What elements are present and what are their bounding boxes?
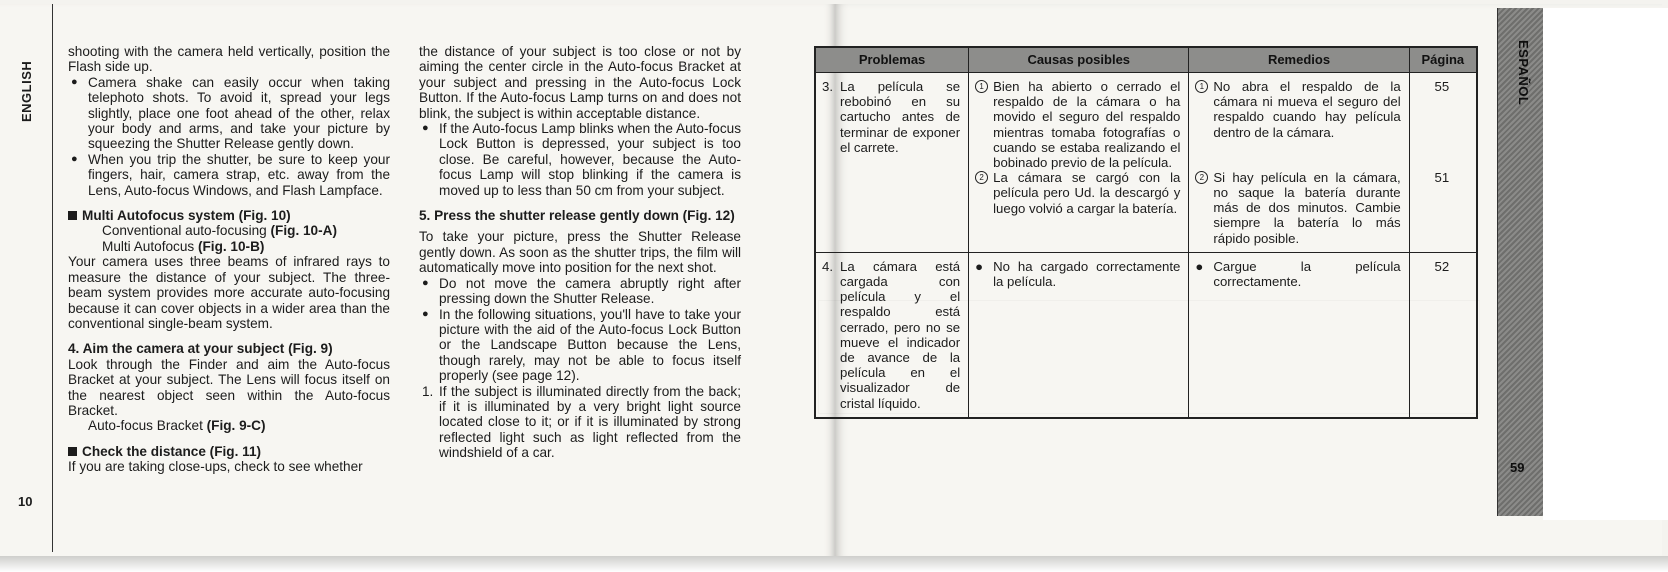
multi-sub-1: Conventional auto-focusing (Fig. 10-A) xyxy=(102,223,337,239)
remedies-cell: 1 No abra el respaldo de la cámara ni mueva el seguro del respaldo cuando hay película dentro de la cámara. 2 Si hay película en la cámara, no saque la batería durante más de dos minutos. Cambie siempre la batería lo más rápido posible. xyxy=(1189,73,1409,253)
header-pagina: Página xyxy=(1409,47,1477,73)
remedies-cell: ● Cargue la película correctamente. xyxy=(1189,252,1409,418)
table-row xyxy=(815,73,1477,253)
col1-bullet-1: ● Camera shake can easily occur when taking telephoto shots. To avoid it, spread your legs slightly, place one foot ahead of the other, relax your body and arms, and take your picture by squeezing the Shutter Release gently down. xyxy=(68,75,390,152)
left-language-label: ENGLISH xyxy=(19,60,34,122)
causes-cell: 1 Bien ha abierto o cerrado el respaldo de la cámara o ha movido el seguro del respaldo mientras tomaba fotografías o cuando se estaba realizando el bobinado previo de la película. 2 La cámara se cargó con la película pero Ud. la descargó y luego volvió a cargar la batería. xyxy=(969,73,1189,253)
circled-number-icon: 2 xyxy=(975,171,988,184)
circled-number-icon: 2 xyxy=(1195,171,1208,184)
background-edge xyxy=(1543,8,1668,520)
circled-number-icon: 1 xyxy=(975,80,988,93)
header-remedios: Remedios xyxy=(1189,47,1409,73)
check-distance-heading: Check the distance (Fig. 11) xyxy=(68,444,390,459)
aim-body: Look through the Finder and aim the Auto-focus Bracket at your subject. The Lens will focus itself on the nearest object seen within the Auto-focus Bracket. xyxy=(68,356,390,418)
header-problemas: Problemas xyxy=(815,47,969,73)
problem-cell: 4. La cámara está cargada con película y el respaldo está cerrado, pero no se mueve el indicador de avance de la película en el visualizador de cristal líquido. xyxy=(815,252,969,418)
col1-intro: shooting with the camera held vertically, position the Flash side up. xyxy=(68,44,390,75)
col2-intro: the distance of your subject is too close or not by aiming the center circle in the Auto-focus Bracket at your subject and pressing in the Auto-focus Lock Button. If the Auto-focus Lamp turns on and does not blink, the subject is within acceptable distance. xyxy=(419,44,741,121)
col1-bullet-2: ● When you trip the shutter, be sure to keep your fingers, hair, camera strap, etc. away from the Lens, Auto-focus Windows, and Flash Lampface. xyxy=(68,152,390,198)
circled-number-icon: 1 xyxy=(1195,80,1208,93)
check-distance-body: If you are taking close-ups, check to see whether xyxy=(68,459,363,475)
multi-sub-2: Multi Autofocus (Fig. 10-B) xyxy=(102,238,265,254)
table-header-row xyxy=(815,47,1477,73)
square-bullet-icon xyxy=(68,211,77,220)
col2-item-1: 1. If the subject is illuminated directly from the back; if it is illuminated by a very bright light source located close to it; or if it is illuminated by strong reflected light such as light reflected from the windshield of a car. xyxy=(422,383,741,461)
press-shutter-body: To take your picture, press the Shutter Release gently down. As soon as the shutter trips, the film will automatically move into position for the next shot. xyxy=(419,229,741,276)
table-row xyxy=(815,252,1477,418)
problem-cell: 3. La película se rebobinó en su cartucho antes de terminar de exponer el carrete. xyxy=(815,73,969,253)
aim-heading: 4. Aim the camera at your subject (Fig. 9) xyxy=(68,341,333,357)
press-shutter-heading: 5. Press the shutter release gently down (Fig. 12) xyxy=(419,208,735,224)
left-column-1 xyxy=(68,44,390,475)
col2-bullet-2: ● Do not move the camera abruptly right after pressing down the Shutter Release. xyxy=(419,276,741,307)
page-cell: 52 xyxy=(1409,252,1477,418)
left-page-number: 10 xyxy=(18,494,33,509)
col2-bullet-1: ● If the Auto-focus Lamp blinks when the Auto-focus Lock Button is depressed, your subject is too close. Be careful, however, because the Auto-focus Lamp will stop blinking if the camera is moved up to less than 50 cm from your subject. xyxy=(419,121,741,198)
troubleshooting-table-wrap xyxy=(814,46,1478,419)
square-bullet-icon xyxy=(68,447,77,456)
header-causas: Causas posibles xyxy=(969,47,1189,73)
left-column-2 xyxy=(419,44,741,461)
col2-bullet-3: ● In the following situations, you'll have to take your picture with the aid of the Auto-focus Lock Button or the Landscape Button because the Lens, though rarely, may not be able to focus itself properly (see page 12). xyxy=(419,307,741,384)
causes-cell: ● No ha cargado correctamente la película. xyxy=(969,252,1189,418)
right-page-number: 59 xyxy=(1510,460,1525,475)
aim-sub: Auto-focus Bracket (Fig. 9-C) xyxy=(88,418,266,434)
multi-autofocus-heading: Multi Autofocus system (Fig. 10) xyxy=(68,208,390,223)
page-cell: 55 51 xyxy=(1409,73,1477,253)
right-language-label: ESPAÑOL xyxy=(1516,40,1531,106)
page-shadow xyxy=(0,556,1668,572)
multi-autofocus-body: Your camera uses three beams of infrared rays to measure the distance of your subject. The three-beam system provides more accurate auto-focusing because it can cover objects in a wider area than the conventional single-beam system. xyxy=(68,254,390,331)
troubleshooting-table xyxy=(814,46,1478,419)
